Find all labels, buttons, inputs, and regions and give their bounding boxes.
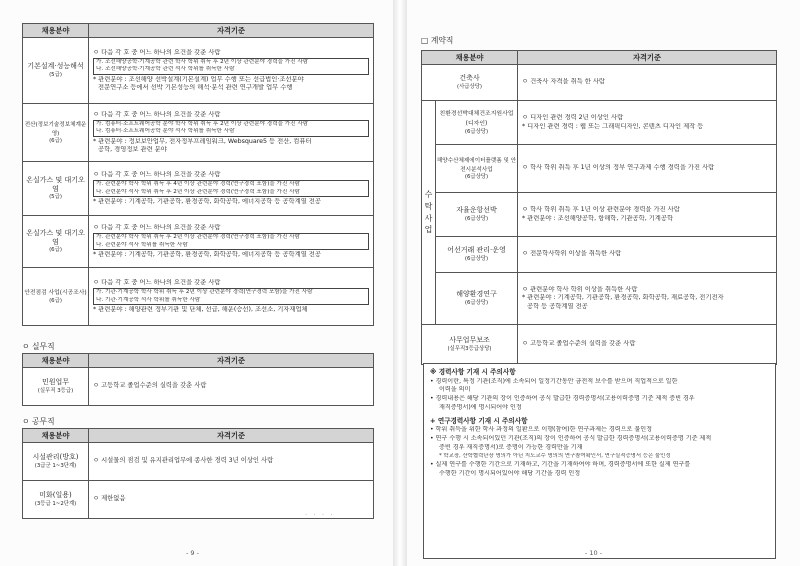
field-cell: 친환경선박대체건조지원사업(디자인) (6급상당): [436, 101, 518, 145]
table-row: [422, 237, 777, 273]
field-cell: 전산(정보기술정보체계운영) (6급): [23, 104, 89, 162]
table-header-row: [23, 429, 374, 443]
criteria-cell: ㅇ 학사 학위 취득 후 1년 이상의 정부 연구과제 수행 경력을 가진 사람: [518, 145, 777, 193]
field-cell: 미화(일용) (3등급 1~2단계): [23, 481, 89, 519]
requirement-box: 가. 컴퓨터·소프트웨어공학 분야 학사 학위 취득 후 2년 이상 관련분야 경력을 가진 사람 나. 컴퓨터·소프트웨어공학 분야 석사 학위를 취득한 사람: [93, 120, 369, 137]
field-header: 채용분야: [23, 429, 89, 443]
table-row: [23, 162, 374, 216]
practical-section-title: ㅇ 실무직: [22, 342, 55, 351]
practical-positions-table: [22, 353, 374, 406]
criteria-cell: ㅇ 전문학사학위 이상을 취득한 사람: [518, 237, 777, 273]
page-number-left: - 9 -: [186, 549, 199, 557]
table-row: [422, 101, 777, 145]
table-row: [23, 38, 374, 104]
table-row: [422, 193, 777, 237]
career-caution-title: ※ 경력사항 기재 시 주의사항: [430, 368, 516, 376]
contract-section-title: □ 계약직: [421, 36, 454, 45]
research-caution-title: + 연구경력사항 기재 시 주의사항: [430, 416, 528, 425]
requirement-box: 가. 조선해양공학·기계공학 관련 학사 학위 취득 후 2년 이상 관련분야 경력을 가진 사람 나. 조선해양공학·기계공학 관련 석사 학위를 취득한 사람: [93, 58, 369, 75]
criteria-cell: ㅇ 다음 각 호 중 어느 하나의 요건을 갖춘 사람 가. 조선해양공학·기계공학 관련 학사 학위 취득 후 2년 이상 관련분야 경력을 가진 사람 나. 조선해양공학·기계공학 관련 석사 학위를 취득한 사람 * 관련분야 : 조선해양 선박설계(기본설계) 업무 수행 또는 선급법인·조선분야 전문연구소 등에서 선박 기본성능의 해석·분석 관련 연구개발 업무 수행: [89, 38, 374, 104]
table-row: [422, 65, 777, 101]
table-row: [23, 104, 374, 162]
page-number-right: - 10 -: [585, 549, 603, 557]
criteria-cell: ㅇ 다음 각 호 중 어느 하나의 요건을 갖춘 사람 가. 컴퓨터·소프트웨어공학 분야 학사 학위 취득 후 2년 이상 관련분야 경력을 가진 사람 나. 컴퓨터·소프트웨어공학 분야 석사 학위를 취득한 사람 * 관련분야 : 정보보안업무, 전자정부프레임워크, Websquare5 등 전산, 컴퓨터 공학, 경영정보 관련 분야: [89, 104, 374, 162]
field-cell: 시설관리(방호) (3급군 1~3단계): [23, 443, 89, 481]
field-cell: 온실가스 및 대기오염 (5급): [23, 162, 89, 216]
criteria-cell: ㅇ 디자인 관련 경력 2년 이상인 사람 * 디자인 관련 경력 : 웹 또는 그래픽디자인, 콘텐츠 디자인 제작 등: [518, 101, 777, 145]
criteria-cell: ㅇ 다음 각 호 중 어느 하나의 요건을 갖춘 사람 가. 기관·기계공학 학사 학위 취득 후 2년 이상 관련분야 경력(연구경력 포함)을 가진 사람 나. 기관·기계공학 석사 학위를 취득한 사람 * 관련분야 : 해양관련 정부기관 및 단체, 선급, 해운(승선), 조선소, 기자재업체: [89, 268, 374, 326]
field-cell: 안전점검 사업(시공조사) (6급): [23, 268, 89, 326]
table-row: [23, 268, 374, 326]
official-positions-table: [22, 428, 374, 519]
criteria-cell: ㅇ 다음 각 호 중 어느 하나의 요건을 갖춘 사람 가. 관련분야 학사 학위 취득 후 2년 이상 관련분야 경력(연구경력 포함)을 가진 사람 나. 관련분야 석사 학위를 취득한 사람 * 관련분야 : 기계공학, 기관공학, 환경공학, 화학공학, 에너지공학 등 공학계열 전공: [89, 216, 374, 268]
field-cell: 해양수산체제에이터플랫폼 및 안전시분석사업 (6급상당): [436, 145, 518, 193]
contract-positions-table: [421, 50, 777, 365]
criteria-header: 자격기준: [89, 429, 374, 443]
field-cell: 온실가스 및 대기오염 (6급): [23, 216, 89, 268]
criteria-cell: ㅇ 건축사 자격을 취득 한 사람: [518, 65, 777, 101]
field-cell: 건축사 (사급상당): [422, 65, 518, 101]
table-row: [23, 368, 374, 406]
table-row: [23, 216, 374, 268]
criteria-cell: ㅇ 고등학교 졸업수준의 실력을 갖춘 사람: [518, 325, 777, 365]
criteria-header: 자격기준: [89, 354, 374, 368]
criteria-header: 자격기준: [89, 24, 374, 38]
field-cell: 사무업무보조 (실무직3등급상당): [422, 325, 518, 365]
requirement-box: 가. 관련분야 학사 학위 취득 후 2년 이상 관련분야 경력(연구경력 포함)을 가진 사람 나. 관련분야 석사 학위를 취득한 사람: [93, 233, 369, 250]
table-row: [422, 325, 777, 365]
scribble-mark: · · · ·: [305, 511, 335, 519]
criteria-header: 자격기준: [518, 51, 777, 65]
field-cell: 기본설계·성능해석 (5급): [23, 38, 89, 104]
criteria-cell: ㅇ 제한없음: [89, 481, 374, 519]
field-cell: 민원업무 (실무직 3등급): [23, 368, 89, 406]
vertical-category-label: 수 탁 사 업: [422, 101, 436, 325]
table-row: [23, 443, 374, 481]
criteria-cell: ㅇ 고등학교 졸업수준의 실력을 갖춘 사람: [89, 368, 374, 406]
table-row: [422, 145, 777, 193]
field-header: 채용분야: [23, 24, 89, 38]
field-cell: 해양환경연구 (6급상당): [436, 273, 518, 325]
table-header-row: [23, 354, 374, 368]
page-gutter: [393, 0, 407, 566]
field-cell: 자율운항선박 (6급상당): [436, 193, 518, 237]
field-header: 채용분야: [422, 51, 518, 65]
table-header-row: [422, 51, 777, 65]
requirement-box: 가. 기관·기계공학 학사 학위 취득 후 2년 이상 관련분야 경력(연구경력 포함)을 가진 사람 나. 기관·기계공학 석사 학위를 취득한 사람: [93, 288, 369, 305]
requirement-box: 가. 관련분야 학사 학위 취득 후 4년 이상 관련분야 경력(연구경력 포함)을 가진 사람 나. 관련분야 석사 학위 취득 후 2년 이상 관련분야 경력(연구경력 포함)을 가진 사람: [93, 180, 369, 197]
caution-notes-box: ※ 경력사항 기재 시 주의사항 • 경력이란, 특정 기관(조직)에 소속되어 일정기간동안 금전적 보수를 받으며 직업적으로 일한 이력을 의미 • 경력내용은 해당 기관의 장이 인증하여 공식 발급한 경력증명서(고용이력증명 기준 제적 증빈 경우 재직증명서)에 명시되어야 인정 + 연구경력사항 기재 시 주의사항 • 학위 취득을 위한 학사 과정의 일환으로 이행(참여)한 연구과제는 경력으로 불인정 • 연구 수행 시 소속되어있던 기관(조직)의 장이 인증하여 공식 발급한 경력증명서(고용이력증명 기준 제적 증빈 경우 재직증명서)로 증명이 가능한 경력만을 기재 * 학교장, 산학협력단장 명의가 아닌 지도교수 명의의 연구참여확인서, 연구실적증명서 등은 불인정 • 실제 연구를 수행한 기간으로 기재하고, 기간을 기재하여야 하며, 경력증명서에 또한 실제 연구를 수행한 기간이 명시되어있어야 해당 기간을 경력 인정: [423, 363, 776, 559]
criteria-cell: ㅇ 관련분야 학사 학위 이상을 취득한 사람 * 관련분야 : 기계공학, 기관공학, 환경공학, 화학공학, 재료공학, 전기전자 공학 등 공학계열 전공: [518, 273, 777, 325]
table-row: [422, 273, 777, 325]
table-header-row: [23, 24, 374, 38]
field-cell: 어선거래 관리·운영 (6급상당): [436, 237, 518, 273]
research-positions-table: [22, 23, 374, 326]
criteria-cell: ㅇ 시설물의 점검 및 유지관리업무에 종사한 경력 3년 이상인 사람: [89, 443, 374, 481]
official-section-title: ㅇ 공무직: [22, 417, 55, 426]
criteria-cell: ㅇ 학사 학위 취득 후 1년 이상 관련분야 경력을 가진 사람 * 관련분야 : 조선해양공학, 항해학, 기관공학, 기계공학: [518, 193, 777, 237]
criteria-cell: ㅇ 다음 각 호 중 어느 하나의 요건을 갖춘 사람 가. 관련분야 학사 학위 취득 후 4년 이상 관련분야 경력(연구경력 포함)을 가진 사람 나. 관련분야 석사 학위 취득 후 2년 이상 관련분야 경력(연구경력 포함)을 가진 사람 * 관련분야 : 기계공학, 기관공학, 환경공학, 화학공학, 에너지공학 등 공학계열 전공: [89, 162, 374, 216]
field-header: 채용분야: [23, 354, 89, 368]
